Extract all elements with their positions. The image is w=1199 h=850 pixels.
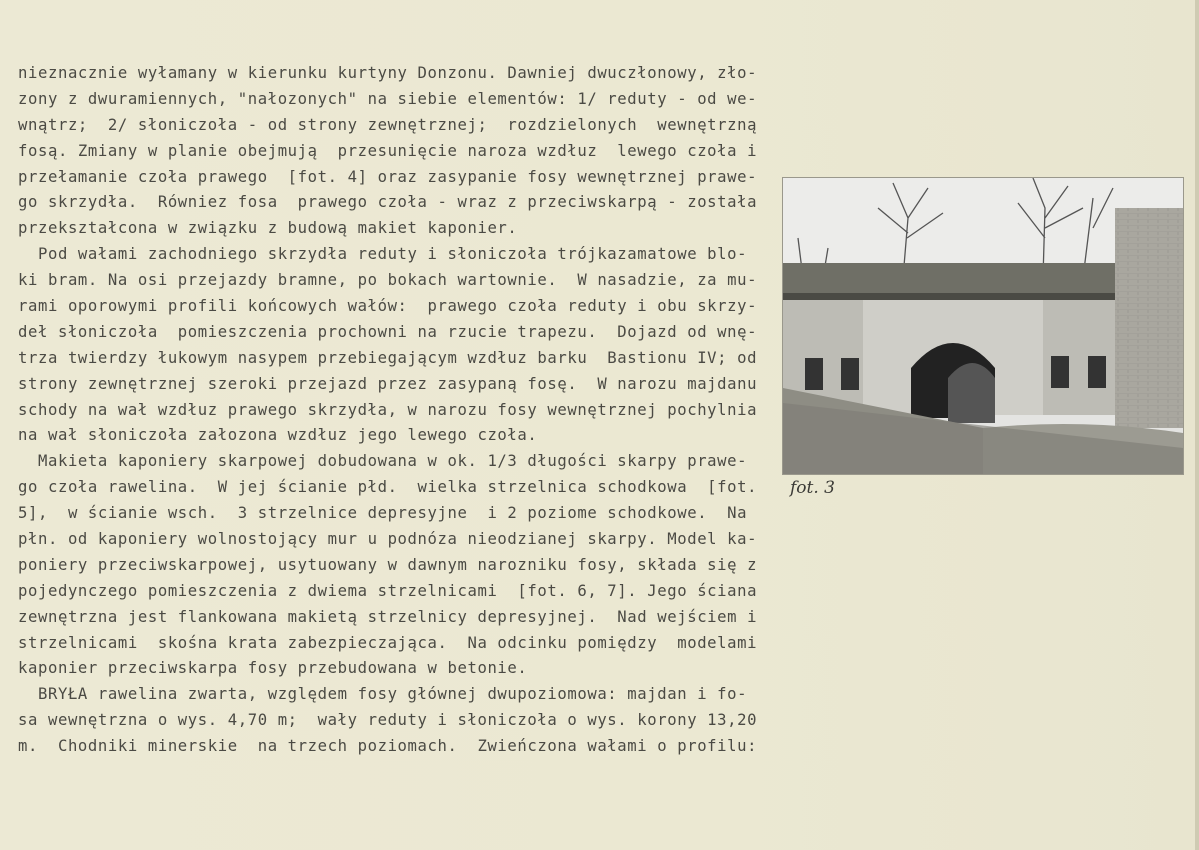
- text-line: pojedynczego pomieszczenia z dwiema strzelnicami [fot. 6, 7]. Jego ściana: [18, 581, 758, 600]
- text-line: zony z dwuramiennych, "nałozonych" na siebie elementów: 1/ reduty - od we-: [18, 89, 758, 108]
- text-line: wnątrz; 2/ słoniczoła - od strony zewnętrznej; rozdzielonych wewnętrzną: [18, 115, 758, 134]
- text-line: 5], w ścianie wsch. 3 strzelnice depresyjne i 2 poziome schodkowe. Na: [18, 504, 748, 523]
- photo-gate: [782, 177, 1184, 475]
- text-line: poniery przeciwskarpowej, usytuowany w dawnym narozniku fosy, składa się z: [18, 555, 758, 574]
- text-line: Makieta kaponiery skarpowej dobudowana w ok. 1/3 długości skarpy prawe-: [18, 452, 748, 471]
- text-line: go skrzydła. Równiez fosa prawego czoła - wraz z przeciwskarpą - została: [18, 193, 758, 212]
- text-line: na wał słoniczoła załozona wzdłuz jego lewego czoła.: [18, 426, 538, 445]
- text-line: przekształcona w związku z budową makiet kaponier.: [18, 219, 518, 238]
- gate-photograph: [783, 178, 1183, 474]
- text-line: kaponier przeciwskarpa fosy przebudowana w betonie.: [18, 659, 528, 678]
- text-line: fosą. Zmiany w planie obejmują przesunięcie naroza wzdłuz lewego czoła i: [18, 141, 758, 160]
- text-line: Pod wałami zachodniego skrzydła reduty i słoniczoła trójkazamatowe blo-: [18, 245, 748, 264]
- text-line: zewnętrzna jest flankowana makietą strzelnicy depresyjnej. Nad wejściem i: [18, 607, 758, 626]
- text-line: strzelnicami skośna krata zabezpieczająca. Na odcinku pomiędzy modelami: [18, 633, 758, 652]
- body-text: [18, 61, 778, 760]
- text-line: trza twierdzy łukowym nasypem przebiegającym wzdłuz barku Bastionu IV; od: [18, 348, 758, 367]
- text-line: deł słoniczoła pomieszczenia prochowni na rzucie trapezu. Dojazd od wnę-: [18, 322, 758, 341]
- text-line: nieznacznie wyłamany w kierunku kurtyny Donzonu. Dawniej dwuczłonowy, zło-: [18, 64, 758, 82]
- text-line: przełamanie czoła prawego [fot. 4] oraz zasypanie fosy wewnętrznej prawe-: [18, 167, 758, 186]
- photo-caption: fot. 3: [790, 478, 835, 498]
- text-line: strony zewnętrznej szeroki przejazd przez zasypaną fosę. W narozu majdanu: [18, 374, 758, 393]
- text-line: płn. od kaponiery wolnostojący mur u podnóza nieodzianej skarpy. Model ka-: [18, 530, 758, 549]
- text-line: schody na wał wzdłuz prawego skrzydła, w narozu fosy wewnętrznej pochylnia: [18, 400, 758, 419]
- text-line: go czoła rawelina. W jej ścianie płd. wielka strzelnica schodkowa [fot.: [18, 478, 758, 497]
- text-line: BRYŁA rawelina zwarta, względem fosy głównej dwupoziomowa: majdan i fo-: [18, 685, 748, 704]
- text-line: ki bram. Na osi przejazdy bramne, po bokach wartownie. W nasadzie, za mu-: [18, 271, 758, 290]
- text-line: rami oporowymi profili końcowych wałów: prawego czoła reduty i obu skrzy-: [18, 297, 758, 316]
- text-line: sa wewnętrzna o wys. 4,70 m; wały reduty i słoniczoła o wys. korony 13,20: [18, 711, 758, 730]
- page-edge: [1195, 0, 1199, 850]
- text-line: m. Chodniki minerskie na trzech poziomach. Zwieńczona wałami o profilu:: [18, 737, 758, 756]
